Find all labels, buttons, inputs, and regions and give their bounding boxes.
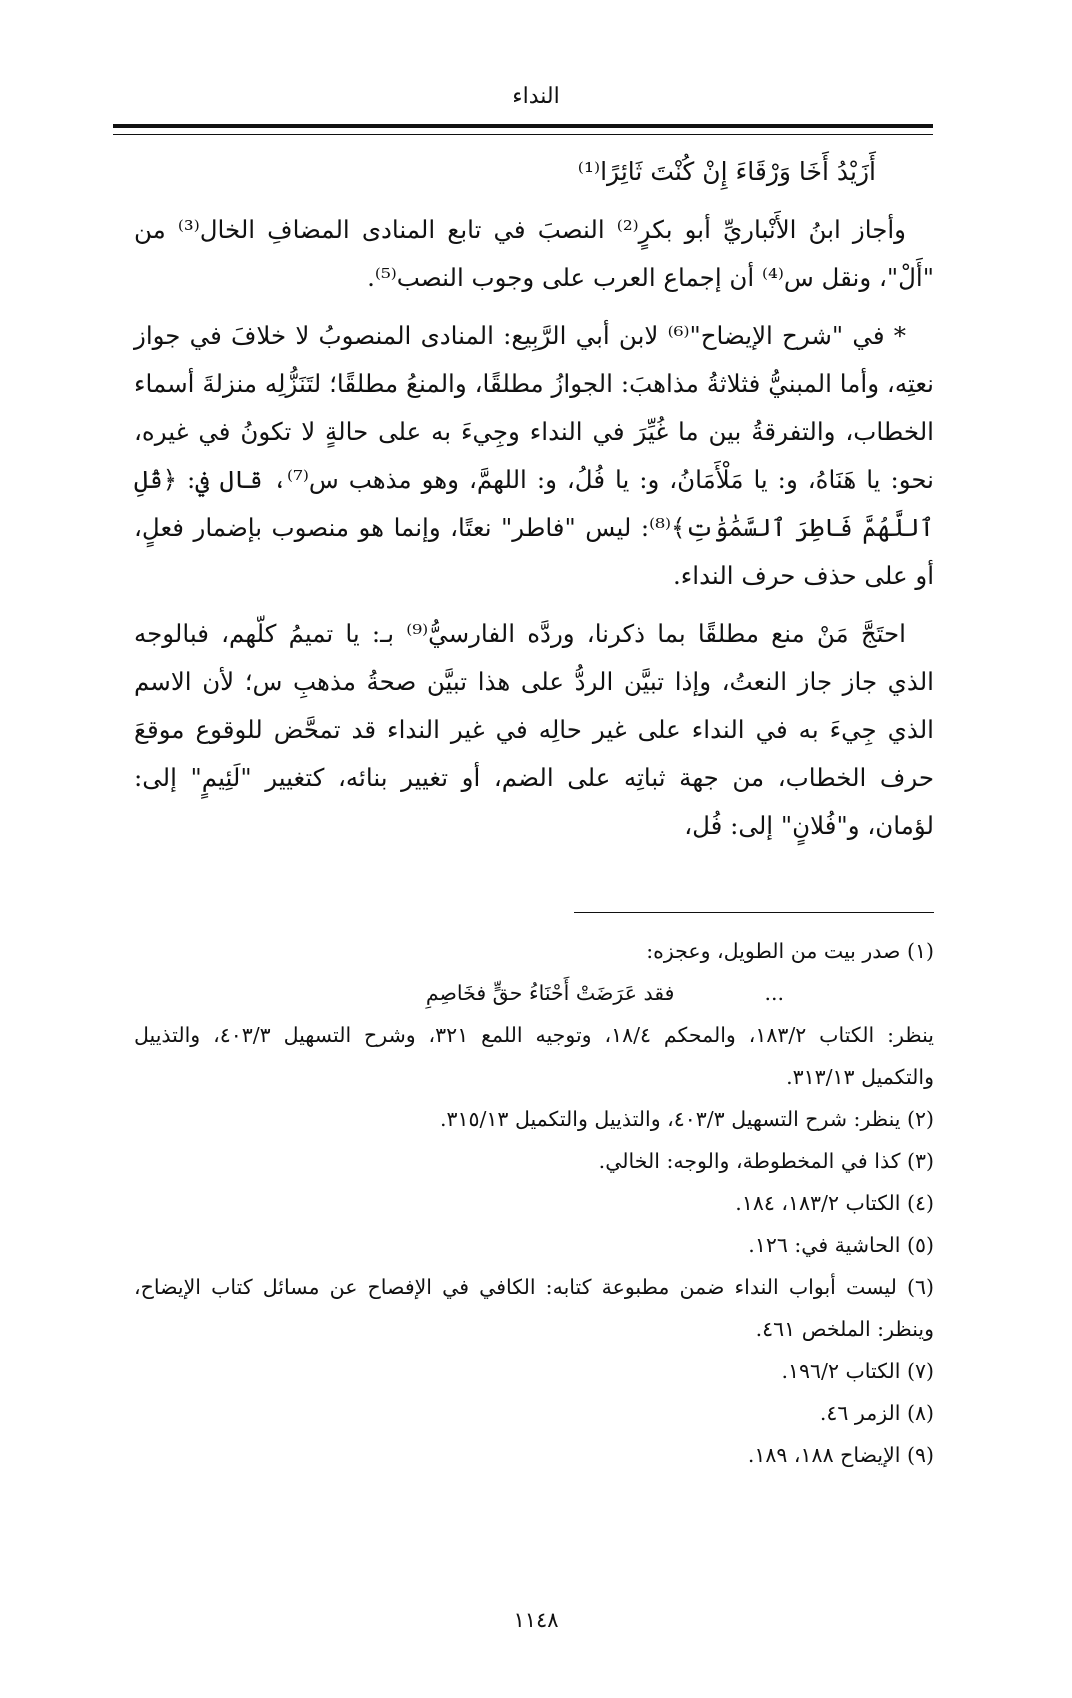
- footnote-8: (٨) الزمر ٤٦.: [819, 1401, 934, 1425]
- footnote-4: (٤) الكتاب ١٨٣/٢، ١٨٤.: [735, 1191, 934, 1215]
- footnote-1-ellipsis: ...: [764, 981, 784, 1005]
- footnote-2: (٢) ينظر: شرح التسهيل ٤٠٣/٣، والتذييل والتكميل ٣١٥/١٣.: [439, 1107, 934, 1131]
- poetry-verse: أَزَيْدُ أَخَا وَرْقَاءَ إِنْ كُنْتَ ثَائِرًا⁽¹⁾: [577, 157, 876, 186]
- footnotes: [134, 930, 934, 1476]
- footnote-1-verse: [134, 972, 934, 1014]
- main-text: [134, 148, 934, 860]
- footnote-separator: [574, 912, 934, 913]
- header-rule-thick: [113, 124, 933, 128]
- footnote-7: (٧) الكتاب ١٩٦/٢.: [781, 1359, 934, 1383]
- footnote-1-intro: (١) صدر بيت من الطويل، وعجزه:: [646, 939, 934, 963]
- footnote-1-references: ينظر: الكتاب ١٨٣/٢، والمحكم ١٨/٤، وتوجيه اللمع ٣٢١، وشرح التسهيل ٤٠٣/٣، والتذييل والتكميل ٣١٣/١٣.: [134, 1023, 934, 1089]
- paragraph-3: احتَجَّ مَنْ منع مطلقًا بما ذكرنا، وردَّه الفارسيُّ⁽⁹⁾ بـ: يا تميمُ كلّهم، فبالوجه الذي جاز جاز النعتُ، وإذا تبيَّن الردُّ على هذا تبيَّن صحةُ مذهبِ س؛ لأن الاسم الذي جِيءَ به في النداء على غير حالِه في غير النداء قد تمحَّض للوقوع موقعَ حرف الخطاب، من جهة ثباتِه على الضم، أو تغيير بنائه، كتغيير "لَئِيمٍ" إلى: لؤمان، و"فُلانٍ" إلى: فُل،: [134, 619, 934, 840]
- header-rule-thin: [113, 134, 933, 135]
- running-title: النداء: [512, 84, 560, 109]
- footnote-3: (٣) كذا في المخطوطة، والوجه: الخالي.: [598, 1149, 934, 1173]
- footnote-5: (٥) الحاشية في: ١٢٦.: [748, 1233, 934, 1257]
- page-number: ١١٤٨: [513, 1608, 559, 1632]
- footnote-9: (٩) الإيضاح ١٨٨، ١٨٩.: [747, 1443, 934, 1467]
- footnote-6: (٦) ليست أبواب النداء ضمن مطبوعة كتابه: الكافي في الإفصاح عن مسائل كتاب الإيضاح، وينظر: الملخص ٤٦١.: [134, 1275, 934, 1341]
- footnote-1-hemistich: فقد عَرَضَتْ أَحْنَاءُ حقٍّ فخَاصِمِ: [425, 981, 675, 1005]
- paragraph-2: * في "شرح الإيضاح"⁽⁶⁾ لابن أبي الرَّبِيع: المنادى المنصوبُ لا خلافَ في جواز نعتِه، وأما المبنيُّ فثلاثةُ مذاهبَ: الجوازُ مطلقًا، والمنعُ مطلقًا؛ لتَنَزُّلِه منزلةَ أسماء الخطاب، والتفرقةُ بين ما غُيِّرَ في النداء وجِيءَ به على حالةٍ لا تكونُ في غيره، نحو: يا هَنَاهُ، و: يا مَلْأَمَانُ، و: يا فُلُ، و: اللهمَّ، وهو مذهب س⁽⁷⁾، قال في: ﴿قُلِ ٱللَّهُمَّ فَاطِرَ ٱلسَّمَٰوَٰتِ﴾⁽⁸⁾: ليس "فاطر" نعتًا، وإنما هو منصوب بإضمار فعلٍ، أو على حذف حرف النداء.: [134, 321, 934, 590]
- paragraph-1: وأجاز ابنُ الأَنْباريِّ أبو بكرٍ⁽²⁾ النصبَ في تابع المنادى المضافِ الخال⁽³⁾ من "أَلْ"، ونقل س⁽⁴⁾ أن إجماع العرب على وجوب النصب⁽⁵⁾.: [134, 215, 934, 292]
